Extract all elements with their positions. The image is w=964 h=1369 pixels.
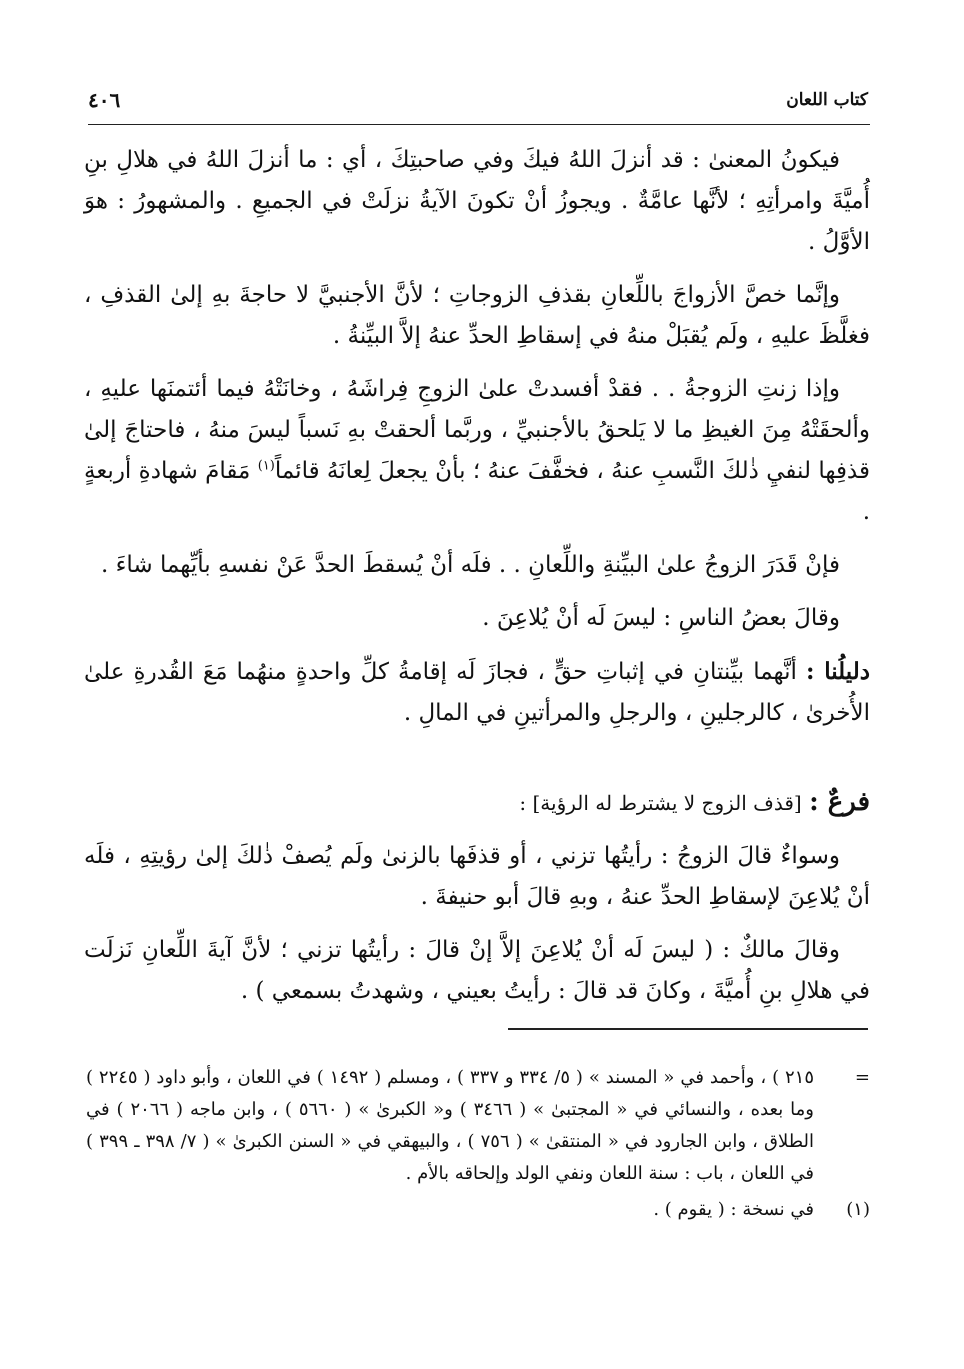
paragraph	[84, 369, 870, 533]
footnote-number: (١)	[846, 1199, 870, 1220]
paragraph: وإنَّما خصَّ الأزواجَ باللِّعانِ بقذفِ الزوجاتِ ؛ لأنَّ الأجنبيَّ لا حاجةَ بهِ إلىٰ القذفِ ، فغلَّظَ عليهِ ، ولَم يُقبَلْ منهُ في إسقاطِ الحدِّ عنهُ إلاَّ البيِّنةُ .	[84, 282, 870, 349]
paragraph-text: وإذا زنتِ الزوجةُ . . فقدْ أفسدتْ علىٰ الزوجِ فِراشَهُ ، وخانَتْهُ فيما أئتمنَها عليهِ ، وألحقَتْهُ مِنَ الغيظِ ما لا يَلحقُ بالأجنبيِّ ، وربَّما ألحقتْ بهِ نَسباً ليسَ منهُ ، فاحتاجَ إلىٰ قذفِها لنفيِ ذٰلكَ النَّسبِ عنهُ ، فخفَّفَ عنهُ ؛ بأنْ يجعلَ لِعانَهُ قائماً	[84, 376, 871, 484]
continuation-marker: =	[854, 1067, 870, 1088]
footnote-text: في نسخة : ( يقوم ) .	[653, 1199, 814, 1220]
footnote-continuation	[86, 1062, 870, 1190]
paragraph: وقالَ بعضُ الناسِ : ليسَ لَه أنْ يُلاعِنَ .	[482, 605, 840, 631]
main-text	[84, 140, 870, 1024]
paragraph: فإنْ قَدَرَ الزوجُ علىٰ البيِّنةِ واللِّعانِ . . فلَه أنْ يُسقطَ الحدَّ عَنْ نفسهِ بأيِّهما شاءَ .	[100, 552, 840, 578]
page-number: ٤٠٦	[88, 88, 121, 112]
daleel-label: دليلُنا :	[806, 658, 870, 685]
page-header	[88, 88, 868, 118]
footnote-text: ٢١٥ ) ، وأحمد في « المسند » ( ٥/ ٣٣٤ و ٣٣٧ ) ، ومسلم ( ١٤٩٢ ) في اللعان ، وأبو داود ( ٢٢٤٥ ) وما بعده ، والنسائي في « المجتبىٰ » ( ٣٤٦٦ ) و« الكبرىٰ » ( ٥٦٦٠ ) ، وابن ماجه ( ٢٠٦٦ ) في الطلاق ، وابن الجارود في « المنتقىٰ » ( ٧٥٦ ) ، والبيهقي في « السنن الكبرىٰ » ( ٧/ ٣٩٨ ـ ٣٩٩ ) في اللعان ، باب : سنة اللعان ونفي الولد وإلحاقه بالأم .	[86, 1067, 814, 1184]
running-title: كتاب اللعان	[786, 90, 868, 110]
paragraph	[84, 651, 870, 734]
branch-title: [قذف الزوج لا يشترط له الرؤية] :	[519, 791, 802, 815]
footnote-divider	[508, 1028, 868, 1030]
section-heading	[84, 782, 870, 824]
paragraph-text: أنَّهما بيِّنتانِ في إثباتِ حقٍّ ، فجازَ لَه إقامةُ كلِّ واحدةٍ منهُما مَعَ القُدرةِ علىٰ الأُخرىٰ ، كالرجلينِ ، والرجلِ والمرأتينِ في المالِ .	[84, 659, 870, 726]
paragraph: وسواءٌ قالَ الزوجُ : رأيتُها تزني ، أو قذفَها بالزنىٰ ولَم يُصفْ ذٰلكَ إلىٰ رؤيتِهِ ، فلَه أنْ يُلاعِنَ لإسقاطِ الحدِّ عنهُ ، وبهِ قالَ أبو حنيفةَ .	[84, 843, 870, 910]
paragraph: وقالَ مالكٌ : ( ليسَ لَه أنْ يُلاعِنَ إلاَّ إنْ قالَ : رأيتُها تزني ؛ لأنَّ آيةَ اللِّعانِ نَزلَت في هلالِ بنِ أُميَّةَ ، وكانَ قد قالَ : رأيتُ بعيني ، وشهدتُ بسمعي ) .	[84, 937, 870, 1004]
footnote-item	[86, 1194, 870, 1226]
header-divider	[88, 124, 870, 125]
footnote-reference: (١)	[257, 458, 275, 474]
paragraph-tail: مَقامَ شهادةِ أربعةٍ .	[84, 458, 870, 525]
footnotes	[86, 1062, 870, 1226]
paragraph: فيكونُ المعنىٰ : قد أنزلَ اللهُ فيكَ وفي صاحبتِكَ ، أي : ما أنزلَ اللهُ في هلالِ بنِ أُميَّةَ وامرأتِهِ ؛ لأنَّها عامَّةٌ . ويجوزُ أنْ تكونَ الآيةُ نزلَتْ في الجميعِ . والمشهورُ : هوَ الأوَّلُ .	[84, 147, 870, 255]
branch-label: فرعٌ :	[809, 787, 870, 817]
